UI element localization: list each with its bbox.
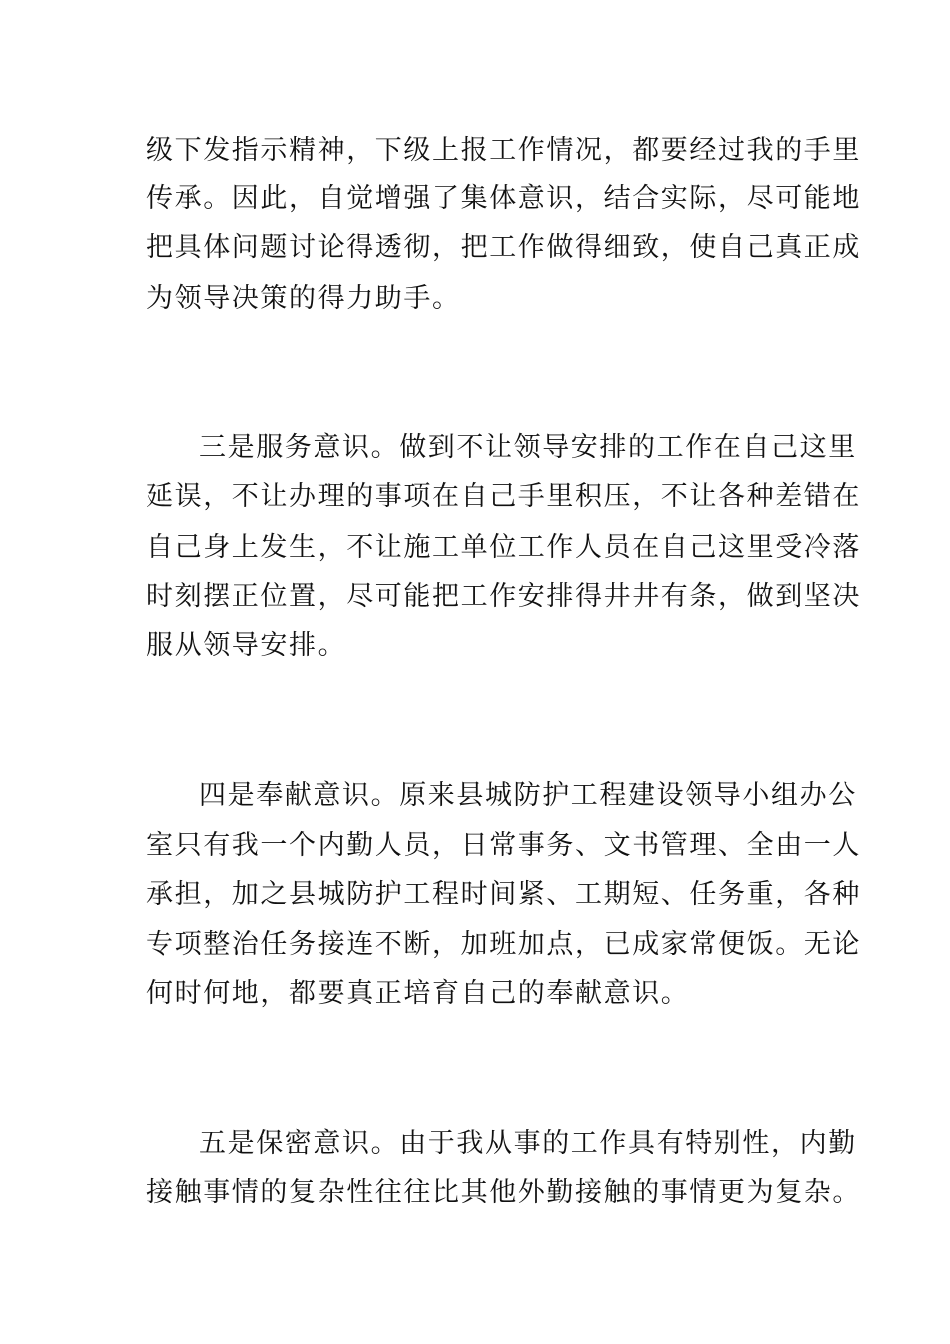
paragraph-line: 把具体问题讨论得透彻，把工作做得细致，使自己真正成 bbox=[146, 232, 861, 263]
paragraph-line: 服从领导安排。 bbox=[146, 630, 347, 661]
paragraph-line: 时刻摆正位置，尽可能把工作安排得井井有条，做到坚决 bbox=[146, 581, 861, 612]
paragraph-line: 传承。因此，自觉增强了集体意识，结合实际，尽可能地 bbox=[146, 183, 861, 214]
paragraph-line: 室只有我一个内勤人员，日常事务、文书管理、全由一人 bbox=[146, 830, 861, 861]
paragraph-line: 专项整治任务接连不断，加班加点，已成家常便饭。无论 bbox=[146, 929, 861, 960]
paragraph-line: 四是奉献意识。原来县城防护工程建设领导小组办公 bbox=[199, 780, 857, 811]
paragraph-line: 三是服务意识。做到不让领导安排的工作在自己这里 bbox=[199, 432, 857, 463]
paragraph-line: 五是保密意识。由于我从事的工作具有特别性，内勤 bbox=[199, 1128, 857, 1159]
paragraph-line: 为领导决策的得力助手。 bbox=[146, 283, 461, 314]
paragraph-line: 接触事情的复杂性往往比其他外勤接触的事情更为复杂。 bbox=[146, 1177, 861, 1208]
paragraph-line: 级下发指示精神，下级上报工作情况，都要经过我的手里 bbox=[146, 135, 861, 166]
paragraph-line: 延误，不让办理的事项在自己手里积压，不让各种差错在 bbox=[146, 481, 861, 512]
paragraph-line: 承担，加之县城防护工程时间紧、工期短、任务重，各种 bbox=[146, 879, 861, 910]
paragraph-line: 自己身上发生，不让施工单位工作人员在自己这里受冷落 bbox=[146, 532, 861, 563]
paragraph-line: 何时何地，都要真正培育自己的奉献意识。 bbox=[146, 978, 690, 1009]
